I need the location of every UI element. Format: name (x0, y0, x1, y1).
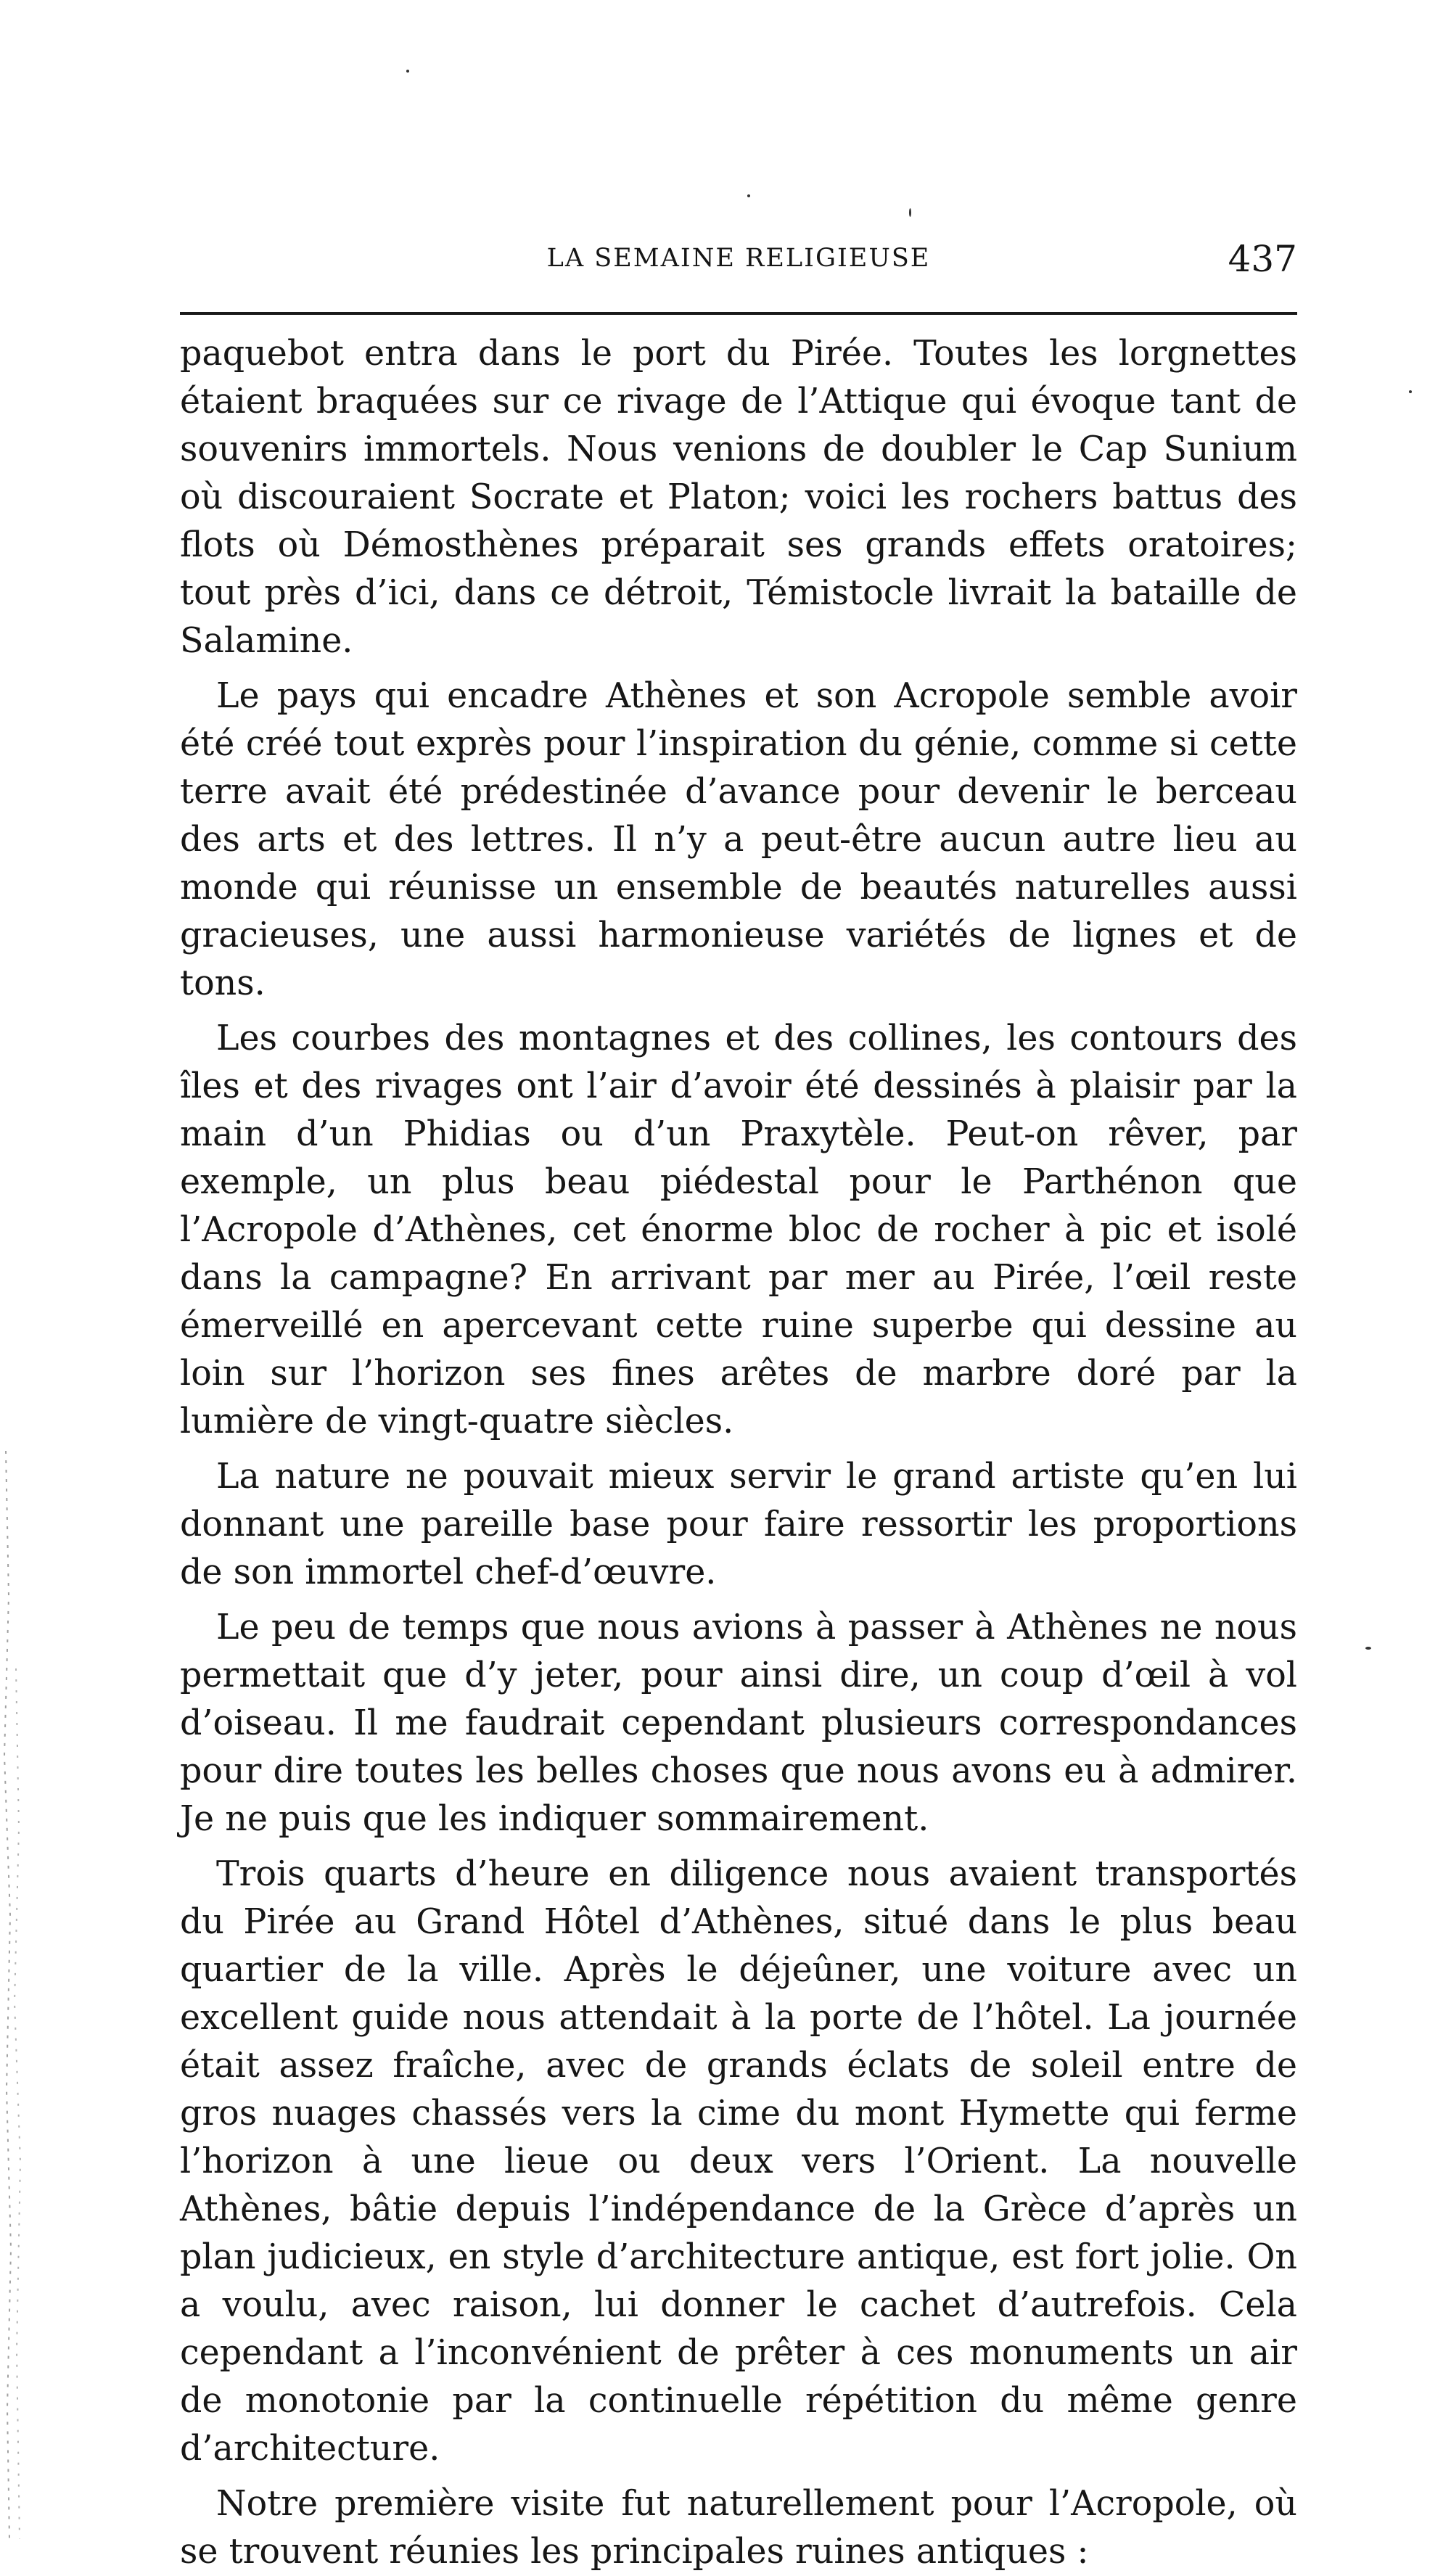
paragraph-4: La nature ne pouvait mieux servir le grand artiste qu’en lui donnant une pareille base pour faire ressortir les proportions de son immortel chef-d’œuvre. (180, 1457, 1297, 1592)
page-edge-artifact (0, 1451, 44, 2539)
page-number: 437 (1228, 238, 1297, 280)
scan-speck (1409, 390, 1412, 393)
paragraph-3: Les courbes des montagnes et des collines, les contours des îles et des rivages ont l’air d’avoir été dessinés à plaisir par la main d’un Phidias ou d’un Praxytèle. Peut-on rêver, par exemple, un plus beau piédestal pour le Parthénon que l’Acropole d’Athènes, cet énorme bloc de rocher à pic et isolé dans la campagne? En arrivant par mer au Pirée, l’œil reste émerveillé en apercevant cette ruine superbe qui dessine au loin sur l’horizon ses fines arêtes de marbre doré par la lumière de vingt-quatre siècles. (180, 1019, 1297, 1441)
paragraph-2: Le pays qui encadre Athènes et son Acropole semble avoir été créé tout exprès pour l’inspiration du génie, comme si cette terre avait été prédestinée d’avance pour devenir le berceau des arts et des lettres. Il n’y a peut-être aucun autre lieu au monde qui réunisse un ensemble de beautés naturelles aussi gracieuses, une aussi harmonieuse variétés de lignes et de tons. (180, 676, 1297, 1003)
body-text (180, 330, 1297, 2576)
paragraph-5: Le peu de temps que nous avions à passer à Athènes ne nous permettait que d’y jeter, pour ainsi dire, un coup d’œil à vol d’oiseau. Il me faudrait cependant plusieurs correspondances pour dire toutes les belles choses que nous avons eu à admirer. Je ne puis que les indiquer sommairement. (180, 1608, 1297, 1839)
header-rule (180, 312, 1297, 315)
scan-speck (909, 208, 911, 217)
running-title: LA SEMAINE RELIGIEUSE (546, 244, 931, 273)
scan-speck (747, 194, 750, 197)
paragraph-1: paquebot entra dans le port du Pirée. Toutes les lorgnettes étaient braquées sur ce rivage de l’Attique qui évoque tant de souvenirs immortels. Nous venions de doubler le Cap Sunium où discouraient Socrate et Platon; voici les rochers battus des flots où Démosthènes préparait ses grands effets oratoires; tout près d’ici, dans ce détroit, Témistocle livrait la bataille de Salamine. (180, 334, 1297, 661)
paragraph-6: Trois quarts d’heure en diligence nous avaient transportés du Pirée au Grand Hôtel d’Athènes, situé dans le plus beau quartier de la ville. Après le déjeûner, une voiture avec un excellent guide nous attendait à la porte de l’hôtel. La journée était assez fraîche, avec de grands éclats de soleil entre de gros nuages chassés vers la cime du mont Hymette qui ferme l’horizon à une lieue ou deux vers l’Orient. La nouvelle Athènes, bâtie depuis l’indépendance de la Grèce d’après un plan judicieux, en style d’architecture antique, est fort jolie. On a voulu, avec raison, lui donner le cachet d’autrefois. Cela cependant a l’inconvénient de prêter à ces monuments un air de monotonie par la continuelle répétition du même genre d’architecture. (180, 1854, 1297, 2469)
paragraph-7: Notre première visite fut naturellement pour l’Acropole, où se trouvent réunies les principales ruines antiques : (180, 2484, 1297, 2572)
scan-speck (1365, 1647, 1371, 1650)
page-header (180, 238, 1297, 287)
scan-speck (406, 70, 409, 73)
